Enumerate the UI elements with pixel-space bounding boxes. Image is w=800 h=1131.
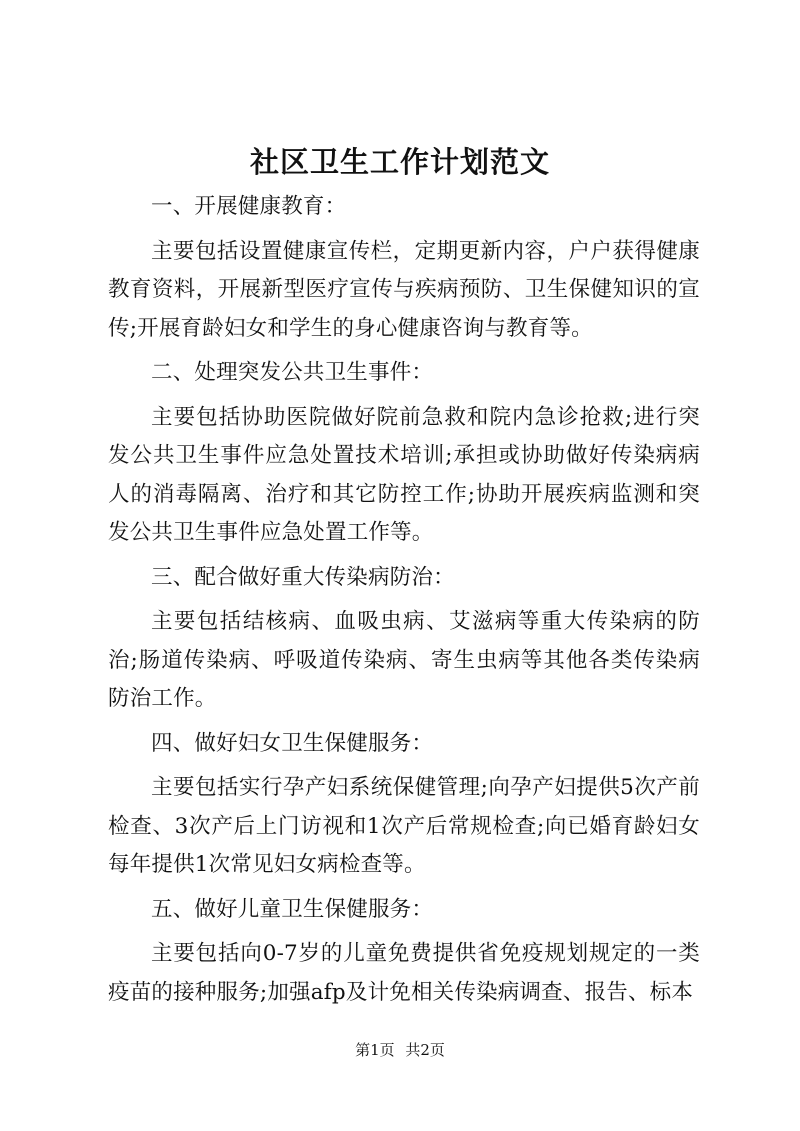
page-number: 第1页	[355, 1041, 395, 1059]
page-footer	[0, 1040, 800, 1060]
section-heading: 五、做好儿童卫生保健服务：	[151, 896, 434, 922]
section-body: 主要包括实行孕产妇系统保健管理;向孕产妇提供5次产前检查、3次产后上门访视和1次产后常规检查;向已婚育龄妇女每年提供1次常见妇女病检查等。	[108, 775, 700, 877]
section-body: 主要包括协助医院做好院前急救和院内急诊抢救;进行突发公共卫生事件应急处置技术培训;承担或协助做好传染病病人的消毒隔离、治疗和其它防控工作;协助开展疾病监测和突发公共卫生事件应急处置工作等。	[108, 404, 700, 545]
document-body	[108, 188, 700, 1012]
section-heading: 一、开展健康教育：	[151, 194, 347, 219]
section-body: 主要包括向0-7岁的儿童免费提供省免疫规划规定的一类疫苗的接种服务;加强afp及计免相关传染病调查、报告、标本	[108, 941, 700, 1005]
section-body: 主要包括结核病、血吸虫病、艾滋病等重大传染病的防治;肠道传染病、呼吸道传染病、寄生虫病等其他各类传染病防治工作。	[108, 609, 700, 711]
page-total: 共2页	[405, 1041, 445, 1059]
section-heading: 四、做好妇女卫生保健服务：	[151, 730, 434, 756]
section-heading: 三、配合做好重大传染病防治：	[151, 564, 455, 590]
section-heading: 二、处理突发公共卫生事件：	[151, 360, 434, 385]
section-body: 主要包括设置健康宣传栏，定期更新内容，户户获得健康教育资料，开展新型医疗宣传与疾病预防、卫生保健知识的宣传;开展育龄妇女和学生的身心健康咨询与教育等。	[108, 238, 700, 341]
page-title: 社区卫生工作计划范文	[249, 145, 550, 179]
